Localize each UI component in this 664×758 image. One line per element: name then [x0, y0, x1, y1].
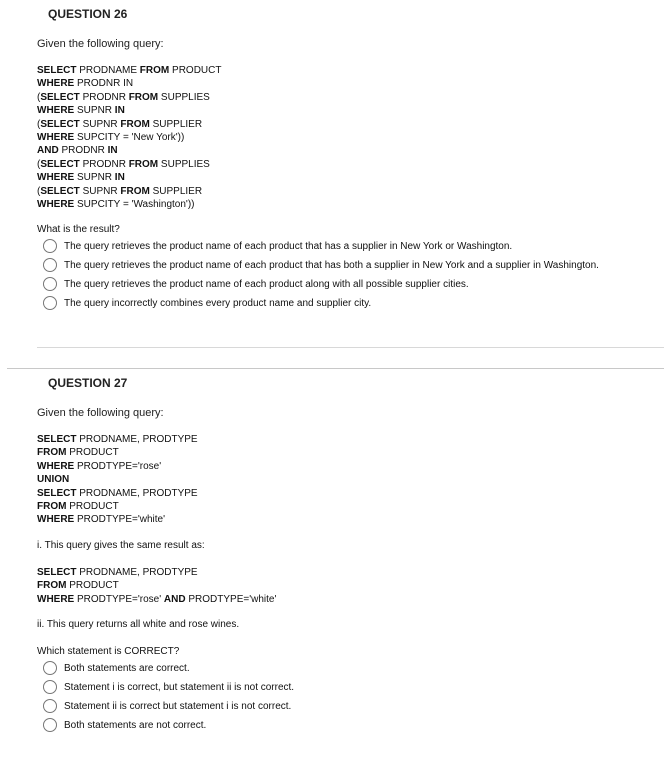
sql-keyword: UNION	[37, 474, 70, 486]
sql-keyword: IN	[114, 172, 125, 184]
code-line	[37, 198, 221, 211]
option-text: The query retrieves the product name of each product that has a supplier in New York or Washington.	[64, 240, 513, 252]
sql-keyword: FROM	[120, 185, 150, 197]
question-26-prompt: What is the result?	[37, 224, 120, 235]
question-27-prompt: Which statement is CORRECT?	[37, 646, 180, 657]
option-text: Both statements are correct.	[64, 662, 190, 674]
question-27-option[interactable]	[43, 661, 663, 675]
sql-text: SUPCITY = 'New York'))	[74, 131, 185, 143]
question-27-statement-ii: ii. This query returns all white and rose wines.	[37, 619, 240, 630]
sql-text: PRODTYPE='white'	[185, 593, 277, 605]
code-line	[37, 118, 221, 131]
question-26-intro: Given the following query:	[37, 38, 164, 50]
code-line	[37, 473, 198, 486]
sql-keyword: SELECT	[37, 567, 77, 578]
sql-text: PRODTYPE='rose'	[74, 460, 162, 472]
sql-text: PRODNR	[79, 91, 129, 103]
radio-button[interactable]	[43, 296, 57, 310]
code-line	[37, 158, 221, 171]
question-27-title: QUESTION 27	[48, 376, 128, 390]
radio-button[interactable]	[43, 661, 57, 675]
option-text: Statement i is correct, but statement ii is not correct.	[64, 681, 295, 693]
code-line	[37, 446, 198, 459]
radio-button[interactable]	[43, 239, 57, 253]
sql-keyword: WHERE	[37, 172, 75, 184]
sql-keyword: FROM	[37, 500, 67, 512]
code-line	[37, 513, 198, 526]
option-text: The query incorrectly combines every product name and supplier city.	[64, 297, 372, 309]
radio-button[interactable]	[43, 699, 57, 713]
code-line	[37, 144, 221, 157]
code-line	[37, 460, 198, 473]
code-line	[37, 579, 276, 592]
code-line	[37, 566, 276, 579]
question-27-query-code	[37, 433, 198, 527]
sql-text: PRODTYPE='rose'	[74, 593, 164, 605]
sql-keyword: WHERE	[37, 198, 75, 210]
question-separator	[7, 368, 664, 369]
question-27-option[interactable]	[43, 680, 663, 694]
sql-keyword: FROM	[120, 118, 150, 130]
code-line	[37, 487, 198, 500]
question-26-title: QUESTION 26	[48, 7, 128, 21]
code-line	[37, 64, 221, 77]
sql-keyword: WHERE	[37, 460, 75, 472]
sql-keyword: FROM	[37, 447, 67, 459]
sql-keyword: FROM	[139, 65, 170, 76]
code-line	[37, 171, 221, 184]
code-line	[37, 104, 221, 117]
code-line	[37, 593, 276, 606]
sql-keyword: WHERE	[37, 514, 75, 526]
sql-keyword: WHERE	[37, 78, 75, 90]
code-line	[37, 91, 221, 104]
sql-keyword: AND	[37, 145, 59, 157]
sql-text: SUPPLIER	[149, 185, 203, 197]
sql-keyword: IN	[114, 105, 125, 117]
sql-text: PRODNR IN	[74, 78, 134, 90]
sql-text: (	[37, 185, 41, 197]
sql-keyword: SELECT	[37, 434, 77, 445]
sql-text: PRODNAME	[76, 65, 140, 76]
sql-text: SUPCITY = 'Washington'))	[74, 198, 195, 210]
radio-button[interactable]	[43, 680, 57, 694]
option-text: The query retrieves the product name of each product that has both a supplier in New York and a supplier in Washington.	[64, 259, 599, 271]
sql-text: SUPNR	[79, 185, 121, 197]
sql-text: PRODNR	[58, 145, 108, 157]
sql-text: PRODNR	[79, 158, 129, 170]
sql-text: SUPNR	[79, 118, 121, 130]
question-27-intro: Given the following query:	[37, 407, 164, 419]
sql-keyword: WHERE	[37, 593, 75, 605]
sql-text: SUPNR	[74, 105, 115, 117]
sql-text: SUPNR	[74, 172, 115, 184]
sql-text: PRODTYPE='white'	[74, 514, 166, 526]
sql-text: (	[37, 118, 41, 130]
sql-keyword: SELECT	[40, 118, 80, 130]
sql-text: (	[37, 91, 41, 103]
question-26-query-code	[37, 64, 221, 211]
code-line	[37, 185, 221, 198]
sql-keyword: FROM	[128, 91, 159, 103]
sql-text: PRODUCT	[66, 447, 119, 459]
question-27-option[interactable]	[43, 699, 663, 713]
question-26-option[interactable]	[43, 296, 663, 310]
code-line	[37, 500, 198, 513]
radio-button[interactable]	[43, 718, 57, 732]
option-text: Both statements are not correct.	[64, 719, 207, 731]
sql-text: SUPPLIES	[158, 158, 210, 170]
option-text: Statement ii is correct but statement i is not correct.	[64, 700, 292, 712]
code-line	[37, 77, 221, 90]
sql-text: SUPPLIES	[158, 91, 210, 103]
question-27-comparison-code	[37, 566, 276, 606]
sql-keyword: SELECT	[40, 158, 80, 170]
question-26-option[interactable]	[43, 277, 663, 291]
sql-text: (	[37, 158, 41, 170]
code-line	[37, 433, 198, 446]
sql-text: PRODNAME, PRODTYPE	[76, 487, 198, 499]
sql-text: SUPPLIER	[149, 118, 203, 130]
question-26-option[interactable]	[43, 258, 663, 272]
sql-text: PRODNAME, PRODTYPE	[76, 434, 198, 445]
sql-text: PRODUCT	[66, 500, 119, 512]
sql-keyword: SELECT	[37, 65, 77, 76]
question-27-option[interactable]	[43, 718, 663, 732]
question-26-option[interactable]	[43, 239, 663, 253]
radio-button[interactable]	[43, 258, 57, 272]
sql-text: PRODNAME, PRODTYPE	[76, 567, 198, 578]
radio-button[interactable]	[43, 277, 57, 291]
sql-keyword: FROM	[37, 580, 67, 592]
sql-keyword: SELECT	[37, 487, 77, 499]
divider	[37, 347, 664, 348]
sql-keyword: FROM	[128, 158, 159, 170]
sql-text: PRODUCT	[169, 65, 222, 76]
code-line	[37, 131, 221, 144]
sql-keyword: AND	[163, 593, 186, 605]
sql-keyword: SELECT	[40, 91, 80, 103]
question-27-statement-i: i. This query gives the same result as:	[37, 540, 205, 551]
sql-keyword: IN	[107, 145, 118, 157]
sql-keyword: WHERE	[37, 131, 75, 143]
sql-keyword: WHERE	[37, 105, 75, 117]
option-text: The query retrieves the product name of each product along with all possible supplier cities.	[64, 278, 469, 290]
sql-text: PRODUCT	[66, 580, 119, 592]
sql-keyword: SELECT	[40, 185, 80, 197]
